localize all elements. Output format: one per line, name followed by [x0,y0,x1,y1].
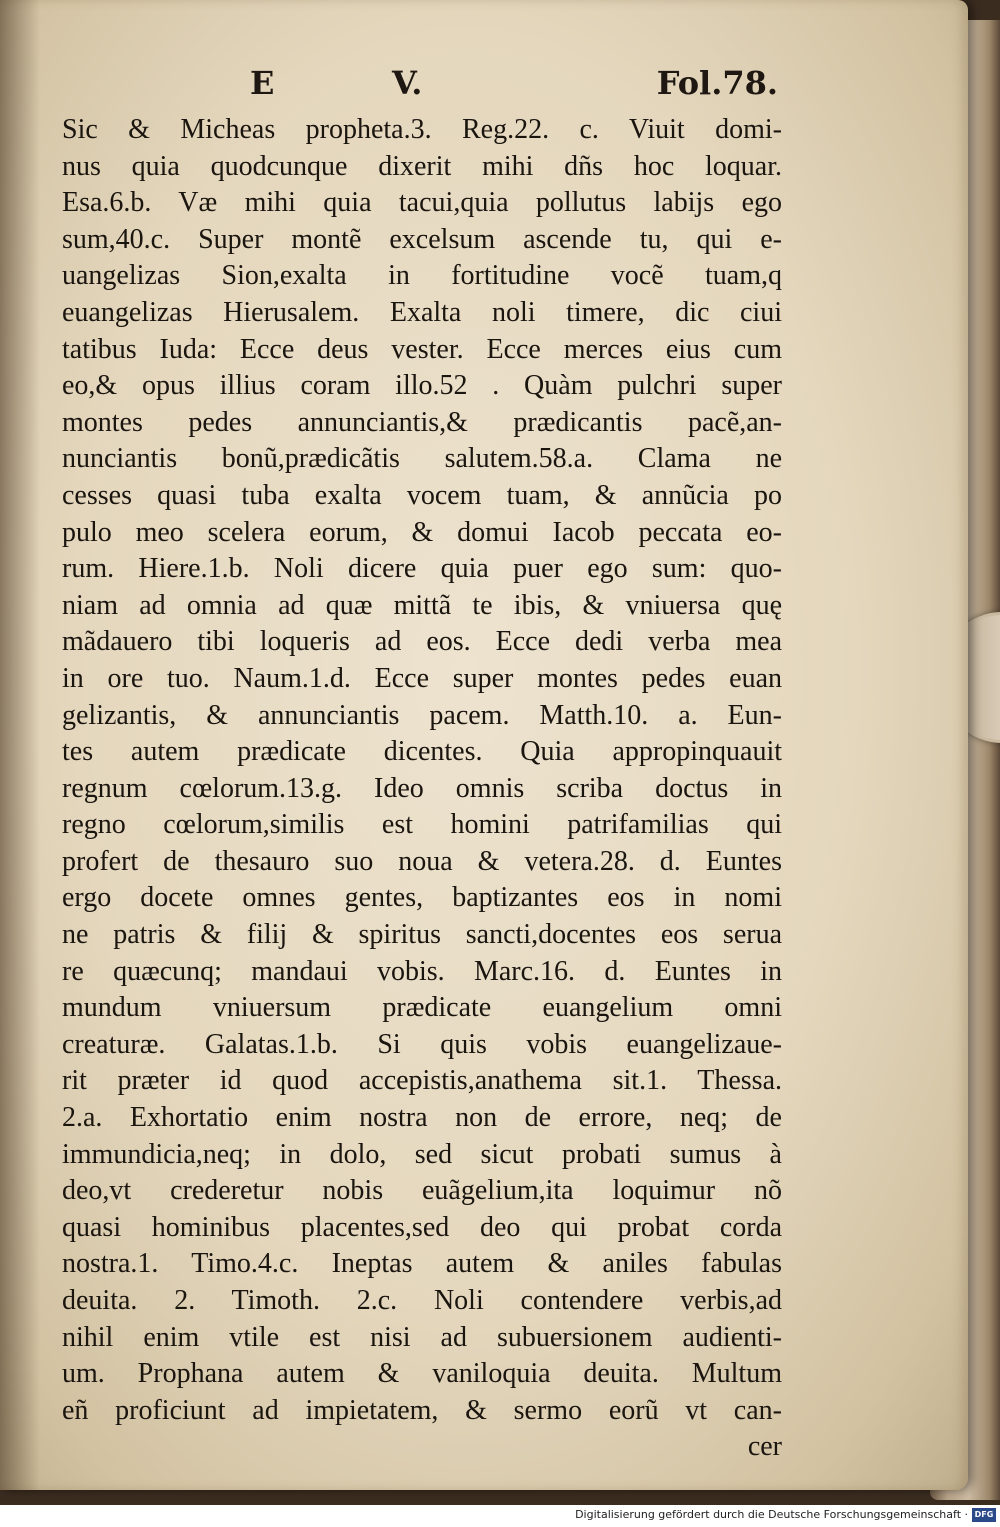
text-line: tatibus Iuda: Ecce deus vester. Ecce merces eius cum [62,333,782,365]
text-line: re quæcunq; mandaui vobis. Marc.16. d. Euntes in [62,955,782,987]
text-line: niam ad omnia ad quæ mittã te ibis, & vniuersa quę [62,589,782,621]
text-line: 2.a. Exhortatio enim nostra non de errore, neq; de [62,1102,782,1134]
text-line: nunciantis bonũ,prædicãtis salutem.58.a. Clama ne [62,443,782,475]
digitization-footer [0,1505,1000,1527]
body-text [62,112,782,1466]
text-line: gelizantis, & annunciantis pacem. Matth.10. a. Eun- [62,699,782,731]
text-line: sum,40.c. Super montẽ excelsum ascende tu, qui e- [62,223,782,255]
text-line: euangelizas Hierusalem. Exalta noli timere, dic ciui [62,296,782,328]
text-line: Sic & Micheas propheta.3. Reg.22. c. Viuit domi- [62,114,782,145]
text-line: regno cœlorum,similis est homini patrifamilias qui [62,809,782,841]
running-header [62,64,778,108]
text-line: Esa.6.b. Væ mihi quia tacui,quia pollutus labijs ego [62,187,782,219]
text-line: deuita. 2. Timoth. 2.c. Noli contendere verbis,ad [62,1285,782,1316]
text-line: pulo meo scelera eorum, & domui Iacob peccata eo- [62,516,782,548]
page-gutter-shadow [0,0,40,1490]
text-line: ne patris & filij & spiritus sancti,docentes eos serua [62,919,782,951]
text-line: tes autem prædicate dicentes. Quia appropinquauit [62,736,782,768]
text-line: nus quia quodcunque dixerit mihi dñs hoc loquar. [62,150,782,182]
catchword: cer [747,1431,782,1463]
text-line: rit præter id quod accepistis,anathema sit.1. Thessa. [62,1065,782,1097]
funding-notice: Digitalisierung gefördert durch die Deutsche Forschungsgemeinschaft · [575,1508,968,1521]
text-line: regnum cœlorum.13.g. Ideo omnis scriba doctus in [62,772,782,804]
text-line: um. Prophana autem & vaniloquia deuita. Multum [62,1358,782,1390]
text-line: eñ proficiunt ad impietatem, & sermo eorũ vt can- [62,1394,782,1426]
text-line: quasi hominibus placentes,sed deo qui probat corda [62,1211,782,1243]
dfg-logo: DFG [972,1508,996,1522]
text-line: in ore tuo. Naum.1.d. Ecce super montes pedes euan [62,662,782,694]
folio-number: Fol.78. [656,64,778,102]
text-line: profert de thesauro suo noua & vetera.28. d. Euntes [62,845,782,877]
header-signature-letter: E [250,64,275,102]
text-line: cesses quasi tuba exalta vocem tuam, & annũcia po [62,479,782,511]
text-line: ergo docete omnes gentes, baptizantes eos in nomi [62,882,782,914]
text-line: creaturæ. Galatas.1.b. Si quis vobis euangelizaue- [62,1028,782,1060]
text-line: rum. Hiere.1.b. Noli dicere quia puer ego sum: quo- [62,553,782,585]
text-line: nihil enim vtile est nisi ad subuersionem audienti- [62,1321,782,1353]
text-line: montes pedes annunciantis,& prædicantis pacẽ,an- [62,406,782,438]
text-line: mãdauero tibi loqueris ad eos. Ecce dedi verba mea [62,626,782,658]
text-line: eo,& opus illius coram illo.52 . Quàm pulchri super [62,370,782,402]
text-line: deo,vt crederetur nobis euãgelium,ita loquimur nõ [62,1175,782,1207]
header-section: V. [392,64,423,102]
text-line: mundum vniuersum prædicate euangelium omni [62,992,782,1024]
text-line: uangelizas Sion,exalta in fortitudine vocẽ tuam,q [62,260,782,292]
text-line: immundicia,neq; in dolo, sed sicut probati sumus à [62,1138,782,1170]
text-line: nostra.1. Timo.4.c. Ineptas autem & aniles fabulas [62,1248,782,1280]
